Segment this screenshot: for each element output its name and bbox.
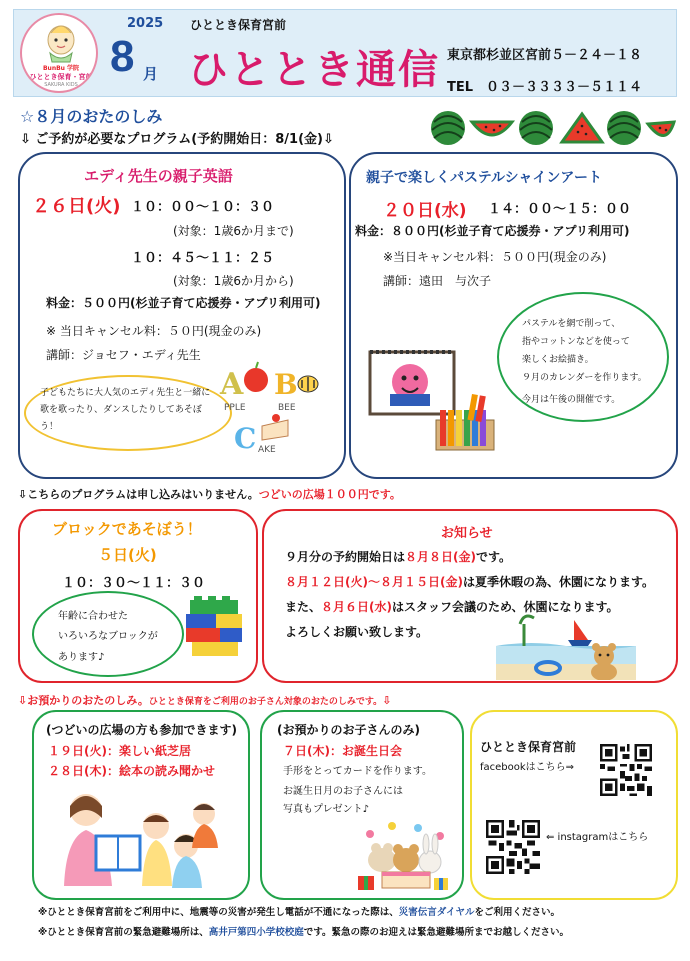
notice-line4: よろしくお願い致します。 — [285, 625, 429, 639]
svg-text:B: B — [274, 368, 298, 401]
toy-blocks-icon — [186, 594, 246, 658]
birthday-date: ７日(木)：お誕生日会 — [283, 744, 402, 758]
block-bubble-line3: あります♪ — [58, 652, 105, 663]
care-note-arrow: ⇩ — [382, 694, 392, 707]
header-address: 東京都杉並区宮前５－２４－１８ — [447, 48, 643, 63]
eddy-teacher: 講師：ジョセフ・エディ先生 — [46, 348, 201, 362]
pastel-fee: 料金：８００円(杉並子育て応援券・アプリ利用可) — [355, 224, 630, 238]
block-date: ５日(火) — [98, 546, 157, 564]
notice-line1-b: ８月８日(金) — [405, 550, 476, 564]
eddy-title: エディ先生の親子英語 — [84, 167, 233, 185]
block-bubble-line1: 年齢に合わせた — [58, 611, 128, 622]
birthday-line1: 手形をとってカードを作ります。 — [283, 766, 432, 777]
svg-text:PPLE: PPLE — [224, 403, 246, 413]
notice-line1-c: です。 — [476, 550, 512, 564]
facebook-link[interactable]: facebookはこちら⇒ — [480, 762, 575, 773]
eddy-time2: １０：４５～１１：２５ — [131, 251, 275, 266]
notice-line3-a: また、 — [285, 600, 322, 614]
eddy-time1: １０：００～１０：３０ — [131, 200, 275, 215]
logo — [20, 13, 98, 93]
footer-line2 — [38, 924, 569, 938]
footer-line2-a: ※ひととき保育宮前の緊急避難場所は、 — [38, 927, 209, 938]
pastel-bubble-line4: ９月のカレンダーを作ります。 — [522, 373, 647, 383]
footer-line1-b: 災害伝言ダイヤル — [398, 907, 475, 918]
footer-line1 — [38, 904, 560, 918]
pastel-drawing-icon — [360, 340, 500, 460]
eddy-date: ２６日(火) — [32, 196, 121, 217]
svg-text:C: C — [234, 422, 257, 455]
pastel-cancel: ※当日キャンセル料：５００円(現金のみ) — [383, 250, 607, 264]
footer-line2-c: です。緊急の際のお迎えは緊急避難場所までお越しください。 — [303, 927, 570, 938]
care-note-text: ⇩お預かりのおたのしみ。 — [18, 694, 149, 707]
tsudoi-line2: ２８日(木)：絵本の読み聞かせ — [48, 764, 215, 778]
eddy-fee: 料金：５００円(杉並子育て応援券・アプリ利用可) — [46, 296, 321, 310]
birthday-animals-icon — [352, 818, 452, 896]
svg-text:BEE: BEE — [278, 403, 296, 413]
notice-line3-b: ８月６日(水) — [321, 600, 392, 614]
birthday-line2: お誕生日月のお子さんには — [283, 786, 403, 797]
pastel-teacher: 講師：遠田 与次子 — [383, 274, 492, 288]
footer-line1-c: をご利用ください。 — [474, 907, 560, 918]
notice-line2 — [285, 573, 654, 590]
reservation-note: ⇩ ご予約が必要なプログラム(予約開始日：8/1(金)⇩ — [20, 132, 334, 147]
teacher-reading-icon — [56, 788, 220, 890]
notice-line1-a: ９月分の予約開始日は — [285, 550, 406, 564]
pastel-bubble-line5: 今月は午後の開催です。 — [522, 395, 621, 405]
care-program-note — [18, 692, 391, 708]
block-time: １０：３０～１１：３０ — [62, 576, 206, 591]
instagram-link[interactable]: ⇐ instagramはこちら — [546, 832, 649, 843]
pastel-date: ２０日(水) — [383, 201, 467, 221]
footer-line1-a: ※ひととき保育宮前をご利用中に、地震等の災害が発生し電話が不通になった際は、 — [38, 907, 399, 918]
watermelon-icon — [428, 108, 676, 148]
eddy-cancel: ※ 当日キャンセル料：５０円(現金のみ) — [46, 324, 262, 338]
birthday-line3: 写真もプレゼント♪ — [283, 804, 369, 815]
eddy-target2: (対象：1歳6か月から) — [173, 274, 294, 288]
birthday-title: (お預かりのお子さんのみ) — [277, 723, 420, 737]
social-name: ひととき保育宮前 — [480, 740, 577, 754]
section-heading: ☆８月のおたのしみ — [20, 107, 163, 126]
care-note-small: ひととき保育をご利用のお子さん対象のおたのしみです。 — [148, 697, 383, 707]
header-month-number: 8 — [110, 32, 135, 81]
eddy-target1: (対象：1歳6か月まで) — [173, 224, 294, 238]
block-title: ブロックであそぼう！ — [52, 520, 202, 538]
pastel-bubble-line1: パステルを網で削って、 — [522, 319, 621, 329]
logo-line3: SAKURA KIDS — [44, 82, 78, 88]
block-bubble-line2: いろいろなブロックが — [58, 631, 158, 642]
instagram-qr-code-icon[interactable] — [486, 820, 540, 874]
pastel-title: 親子で楽しくパステルシャインアート — [366, 170, 602, 186]
pastel-bubble-line2: 指やコットンなどを使って — [522, 337, 630, 347]
tsudoi-line1: １９日(火)：楽しい紙芝居 — [48, 744, 191, 758]
apple-bee-cake-icon — [216, 360, 340, 455]
notice-line1 — [285, 548, 511, 565]
page-title: ひととき通信 — [188, 47, 440, 93]
free-program-note — [18, 486, 401, 502]
header-month-suffix: 月 — [143, 65, 159, 83]
logo-line2: ひととき保育・宮前 — [29, 73, 93, 81]
notice-title: お知らせ — [441, 526, 493, 541]
facebook-qr-code-icon[interactable] — [600, 744, 652, 796]
header-tel: TEL ０３－３３３３－５１１４ — [447, 80, 643, 95]
eddy-bubble-text: 子どもたちに大人気のエディ先生と一緒に歌を歌ったり、ダンスしたりしてあそぼう！ — [40, 388, 211, 432]
header-subtitle: ひととき保育宮前 — [190, 18, 287, 32]
header-year: 2025 — [127, 16, 164, 31]
svg-text:AKE: AKE — [258, 445, 276, 455]
notice-line2-b: は夏季休暇の為、休園になります。 — [462, 575, 654, 589]
free-note-text: ⇩こちらのプログラムは申し込みはいりません。 — [18, 488, 259, 501]
notice-line2-a: ８月１２日(火)～８月１５日(金) — [285, 575, 463, 589]
notice-line3-c: はスタッフ会議のため、休園になります。 — [392, 600, 619, 614]
pastel-time: １４：００～１５：００ — [488, 202, 632, 217]
beach-bear-icon — [496, 612, 636, 680]
tsudoi-title: (つどいの広場の方も参加できます) — [46, 723, 237, 737]
logo-line1: BunBu 学院 — [42, 65, 80, 72]
pastel-bubble-line3: 楽しくお絵描き。 — [522, 355, 594, 365]
free-note-emphasis: つどいの広場１００円です。 — [258, 488, 401, 501]
footer-line2-b: 高井戸第四小学校校庭 — [208, 927, 304, 938]
svg-text:A: A — [220, 367, 244, 402]
